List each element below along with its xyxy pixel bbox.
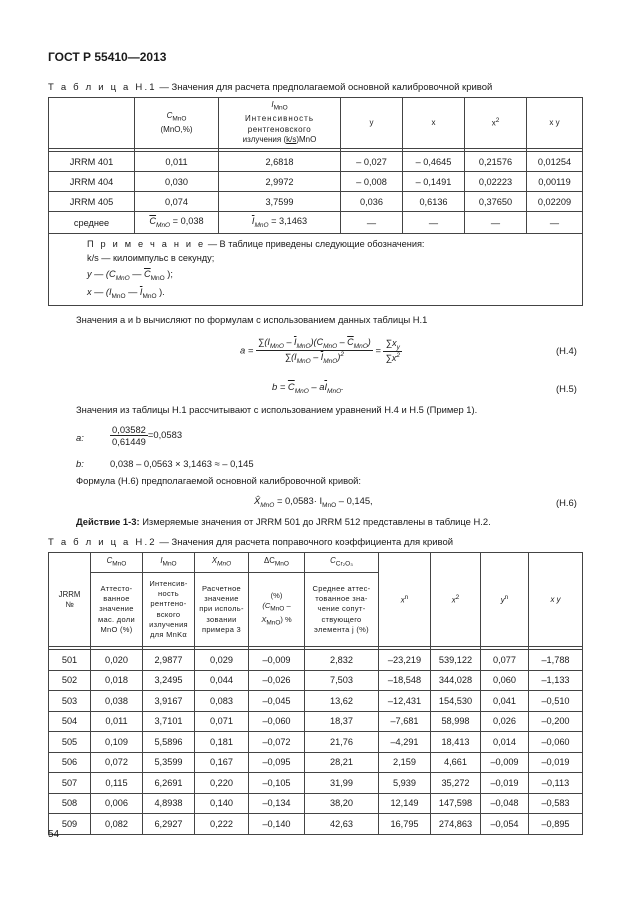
- table-cell: –0,045: [249, 691, 305, 712]
- table-cell: 0,222: [195, 814, 249, 835]
- table1-caption-prefix: Т а б л и ц а Н.1: [48, 82, 157, 93]
- table-cell: –0,054: [481, 814, 529, 835]
- table-cell: 5,939: [379, 773, 431, 794]
- table-cell: 0,014: [481, 732, 529, 753]
- table1-header-c: $C_{MnO}$ (MnO,%): [135, 98, 219, 149]
- table-cell: 16,795: [379, 814, 431, 835]
- table-row: [49, 650, 583, 671]
- table-cell: 2,832: [305, 650, 379, 671]
- table-cell: 507: [49, 773, 91, 794]
- table-cell: 505: [49, 732, 91, 753]
- table-cell: 2,9877: [143, 650, 195, 671]
- table-cell: 0,181: [195, 732, 249, 753]
- table-cell: –0,105: [249, 773, 305, 794]
- table-cell: 3,9167: [143, 691, 195, 712]
- table-cell: –0,048: [481, 793, 529, 814]
- table-cell: –0,134: [249, 793, 305, 814]
- table1-header-x2: $x^2$: [465, 98, 527, 149]
- table-cell: –0,510: [529, 691, 583, 712]
- table-cell: 18,37: [305, 711, 379, 732]
- table2-header-row-1: JRRM № $C_{MnO}$ $I_{MnO}$ $X_{MnO}$ $\Delta C_{MnO}$ $C_{Cr_2O_3}$ $x^n$ $x^2$ $y^n$ x y: [49, 553, 583, 573]
- table-cell: 0,060: [481, 670, 529, 691]
- table-cell: –0,019: [529, 752, 583, 773]
- table-cell: 509: [49, 814, 91, 835]
- table-row: [49, 711, 583, 732]
- table-cell: –18,548: [379, 670, 431, 691]
- table-cell: 18,413: [431, 732, 481, 753]
- document-header: ГОСТ Р 55410—2013: [48, 50, 167, 64]
- table-cell: 42,63: [305, 814, 379, 835]
- paragraph-formulas-intro: Значения a и b вычисляют по формулам с использованием данных таблицы Н.1: [76, 314, 428, 325]
- table-cell: 6,2927: [143, 814, 195, 835]
- table-cell: 0,115: [91, 773, 143, 794]
- table-cell: 6,2691: [143, 773, 195, 794]
- table-cell: 5,3599: [143, 752, 195, 773]
- table1-note-row: П р и м е ч а н и е — В таблице приведены следующие обозначения: k/s — килоимпульс в секунду; y — ($C_{MnO}$ — $\overline{C}_{MnO}$ ); x — ($I_{MnO}$ — $\overline{I}_{MnO}$ ).: [49, 234, 583, 306]
- table-cell: 4,661: [431, 752, 481, 773]
- table1-caption-text: — Значения для расчета предполагаемой основной калибровочной кривой: [156, 82, 493, 93]
- table-cell: 0,167: [195, 752, 249, 773]
- table-row: [49, 732, 583, 753]
- table-cell: 0,006: [91, 793, 143, 814]
- table1-header-y: y: [341, 98, 403, 149]
- table-cell: 21,76: [305, 732, 379, 753]
- table-row: [49, 752, 583, 773]
- table-cell: 0,083: [195, 691, 249, 712]
- table-cell: 0,109: [91, 732, 143, 753]
- paragraph-formula-h6: Формула (Н.6) предполагаемой основной калибровочной кривой:: [76, 475, 362, 486]
- equation-h6-number: (Н.6): [556, 497, 577, 508]
- table-cell: –4,291: [379, 732, 431, 753]
- table-cell: –0,095: [249, 752, 305, 773]
- table-cell: –0,060: [249, 711, 305, 732]
- table1-header-x: x: [403, 98, 465, 149]
- equation-h4-number: (Н.4): [556, 345, 577, 356]
- table1-header-i: $I_{MnO}$ Интенсивность рентгеновского излучения (k/s)MnO: [219, 98, 341, 149]
- table-cell: 0,018: [91, 670, 143, 691]
- table-cell: 506: [49, 752, 91, 773]
- table-cell: 0,077: [481, 650, 529, 671]
- table-row: JRRM 404 0,030 2,9972 – 0,008 – 0,1491 0,02223 0,00119: [49, 172, 583, 192]
- table-row: JRRM 405 0,074 3,7599 0,036 0,6136 0,37650 0,02209: [49, 192, 583, 212]
- action-paragraph: Действие 1-3: Измеряемые значения от JRRM 501 до JRRM 512 представлены в таблице Н.2.: [76, 516, 491, 527]
- a-calculation: $\frac{0,03582}{0,61449}$ =0,0583: [112, 424, 183, 447]
- table-cell: 154,530: [431, 691, 481, 712]
- table-cell: 0,082: [91, 814, 143, 835]
- table-cell: 0,020: [91, 650, 143, 671]
- table-row: [49, 814, 583, 835]
- table-cell: 5,5896: [143, 732, 195, 753]
- table-cell: 12,149: [379, 793, 431, 814]
- table-cell: –0,026: [249, 670, 305, 691]
- table-cell: –0,009: [481, 752, 529, 773]
- table-cell: 31,99: [305, 773, 379, 794]
- table1-caption: [48, 82, 492, 93]
- table-cell: –0,060: [529, 732, 583, 753]
- equation-h6: $X̂_{MnO} = 0,0583\cdot I_{MnO} - 0,145$,: [254, 495, 373, 509]
- table-cell: 0,026: [481, 711, 529, 732]
- table-cell: 0,011: [91, 711, 143, 732]
- table-row: [49, 773, 583, 794]
- table-cell: 38,20: [305, 793, 379, 814]
- table2: [48, 552, 583, 835]
- table1-header-xy: x y: [527, 98, 583, 149]
- table-row: [49, 793, 583, 814]
- a-label: a:: [76, 432, 84, 443]
- table-row: [49, 691, 583, 712]
- table-cell: 502: [49, 670, 91, 691]
- table-cell: 13,62: [305, 691, 379, 712]
- table-row: [49, 670, 583, 691]
- table-cell: 539,122: [431, 650, 481, 671]
- table-cell: 501: [49, 650, 91, 671]
- table1-header-name: [49, 98, 135, 149]
- table2-caption: Т а б л и ц а Н.2 — Значения для расчета поправочного коэффициента для кривой: [48, 537, 454, 548]
- table-cell: 274,863: [431, 814, 481, 835]
- equation-h5: $b = \overline{C}_{MnO} - a\overline{I}_{MnO}$.: [272, 381, 344, 395]
- table-cell: 3,2495: [143, 670, 195, 691]
- table-cell: 0,029: [195, 650, 249, 671]
- table1-header-row: [49, 98, 583, 149]
- table-cell: –0,072: [249, 732, 305, 753]
- table2-header-row-2: Аттесто- ванное значение мас. доли MnO (%) Интенсив- ность рентгено- вского излучения для MnKα Расчетное значение при исполь- зовании примера 3 (%) ($C_{MnO}$ – $X_{MnO}$) % Среднее аттес- тованное зна- чение сопут- ствующего элемента j (%): [49, 573, 583, 647]
- table-cell: –0,583: [529, 793, 583, 814]
- table-row: JRRM 401 0,011 2,6818 – 0,027 – 0,4645 0,21576 0,01254: [49, 152, 583, 172]
- table-cell: 0,140: [195, 793, 249, 814]
- equation-h4: a = $\frac{\sum(I_{MnO} - \overline{I}_{MnO})(C_{MnO} - \overline{C}_{MnO})}{\sum(I_{MnO} - \overline{I}_{MnO})^2}$ = $\frac{\sum x_y}{\sum x^2}$: [240, 337, 400, 365]
- table-cell: 508: [49, 793, 91, 814]
- table-cell: 0,220: [195, 773, 249, 794]
- table1-mean-row: среднее $\overline{C}_{MnO} = 0,038$ $\overline{I}_{MnO} = 3,1463$ — — — —: [49, 212, 583, 234]
- table-cell: 344,028: [431, 670, 481, 691]
- table-cell: –0,009: [249, 650, 305, 671]
- table-cell: 0,072: [91, 752, 143, 773]
- table-cell: 147,598: [431, 793, 481, 814]
- b-label: b:: [76, 458, 84, 469]
- table-cell: 28,21: [305, 752, 379, 773]
- table-cell: –0,019: [481, 773, 529, 794]
- page-number: 54: [48, 829, 60, 840]
- table-cell: 7,503: [305, 670, 379, 691]
- table-cell: –0,895: [529, 814, 583, 835]
- table-cell: 58,998: [431, 711, 481, 732]
- table1: [48, 97, 583, 306]
- equation-h5-number: (Н.5): [556, 383, 577, 394]
- table-cell: 504: [49, 711, 91, 732]
- table-cell: 0,041: [481, 691, 529, 712]
- b-calculation: 0,038 – 0,0563 × 3,1463 ≈ – 0,145: [110, 458, 254, 469]
- table-cell: –12,431: [379, 691, 431, 712]
- table-cell: 2,159: [379, 752, 431, 773]
- table-cell: –0,200: [529, 711, 583, 732]
- table-cell: –23,219: [379, 650, 431, 671]
- table-cell: 4,8938: [143, 793, 195, 814]
- table-cell: –7,681: [379, 711, 431, 732]
- table-cell: 0,044: [195, 670, 249, 691]
- paragraph-values: Значения из таблицы Н.1 рассчитывают с использованием уравнений Н.4 и Н.5 (Пример 1).: [76, 404, 478, 415]
- table-cell: –0,140: [249, 814, 305, 835]
- table-cell: 0,038: [91, 691, 143, 712]
- table-cell: –1,788: [529, 650, 583, 671]
- table-cell: 35,272: [431, 773, 481, 794]
- table-cell: –0,113: [529, 773, 583, 794]
- table-cell: –1,133: [529, 670, 583, 691]
- table2-header-jrrm: JRRM №: [49, 553, 91, 647]
- table-cell: 3,7101: [143, 711, 195, 732]
- table-cell: 503: [49, 691, 91, 712]
- table-cell: 0,071: [195, 711, 249, 732]
